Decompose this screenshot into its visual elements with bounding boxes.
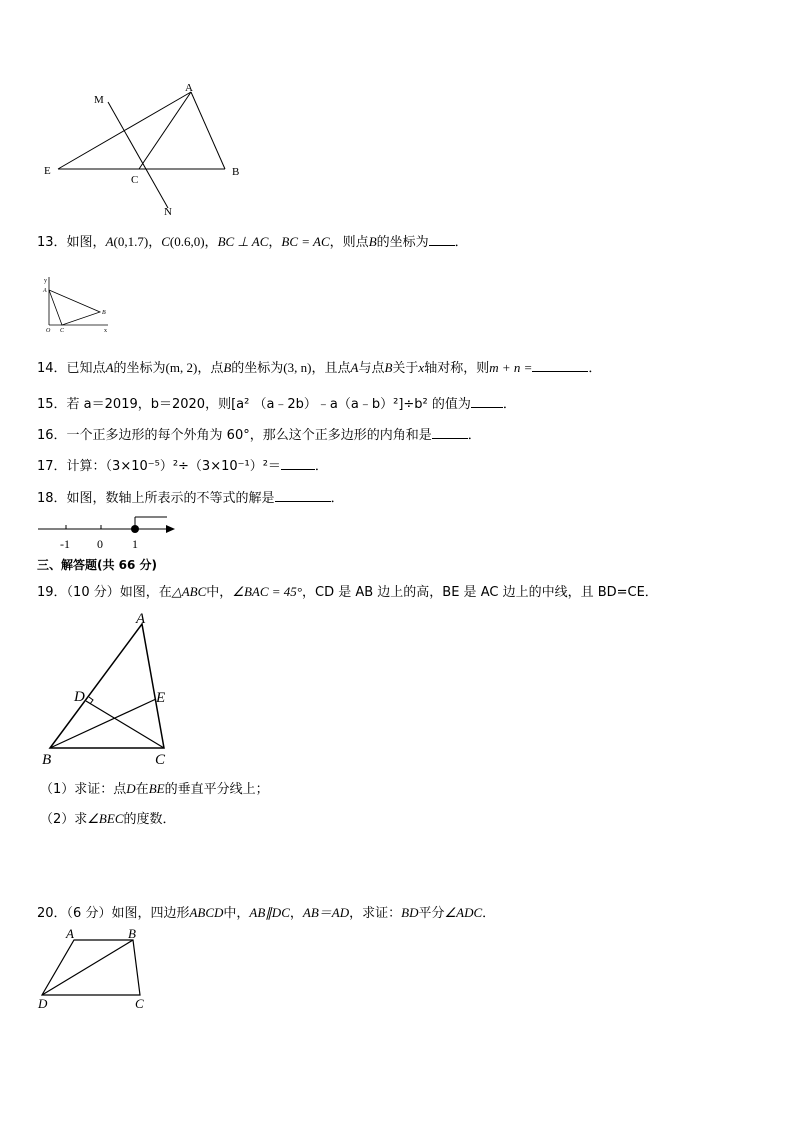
- answer-blank[interactable]: [432, 426, 468, 439]
- figure-q12: [40, 80, 250, 220]
- question-19-part-1: （1）求证：点D在BE的垂直平分线上；: [40, 781, 269, 797]
- question-18: 18．如图，数轴上所表示的不等式的解是 ．: [37, 491, 344, 506]
- tick-label: 1: [132, 537, 138, 551]
- question-19-part-2: （2）求∠BEC的度数．: [40, 811, 176, 827]
- question-15: 15．若 a＝2019，b＝2020，则[a² （a﹣2b）﹣a（a﹣b）²]÷b² 的值为 ．: [37, 397, 516, 412]
- label-E: E: [44, 165, 51, 177]
- figure-q19: [38, 612, 188, 772]
- question-14: 14．已知点A的坐标为(m, 2)，点B的坐标为(3, n)，且点A与点B关于x轴对称，则m + n = ．: [37, 360, 602, 376]
- label-B: B: [128, 926, 136, 941]
- label-M: M: [94, 94, 104, 106]
- label-A: A: [136, 612, 146, 627]
- number-line-q18: [35, 512, 185, 552]
- figure-q20: [34, 926, 159, 1016]
- question-17: 17．计算：（3×10⁻⁵）²÷（3×10⁻¹）²＝ ．: [37, 459, 328, 474]
- question-19: 19．（10 分）如图，在△ABC中，∠BAC = 45°，CD 是 AB 边上的高，BE 是 AC 边上的中线，且 BD=CE．: [37, 584, 658, 600]
- label-O: O: [46, 328, 51, 334]
- label-D: D: [74, 689, 85, 705]
- figure-q13: [40, 275, 115, 335]
- label-A: A: [43, 288, 47, 294]
- answer-blank[interactable]: [429, 233, 455, 246]
- label-B: B: [232, 166, 240, 178]
- tick-label: 0: [97, 537, 103, 551]
- label-D: D: [38, 996, 48, 1011]
- axis-y: y: [44, 278, 47, 284]
- label-B: B: [42, 752, 52, 768]
- label-B: B: [102, 310, 106, 316]
- label-A: A: [66, 926, 74, 941]
- axis-x: x: [104, 328, 107, 334]
- answer-blank[interactable]: [281, 457, 315, 470]
- tick-label: -1: [60, 537, 70, 551]
- label-C: C: [155, 752, 166, 768]
- label-A: A: [185, 82, 193, 94]
- answer-blank[interactable]: [532, 359, 588, 372]
- question-16: 16．一个正多边形的每个外角为 60°，那么这个正多边形的内角和是 ．: [37, 428, 481, 443]
- answer-blank[interactable]: [275, 489, 331, 502]
- label-N: N: [164, 206, 172, 218]
- label-E: E: [156, 690, 166, 706]
- question-20: 20．（6 分）如图，四边形ABCD中，AB∥DC，AB＝AD，求证：BD平分∠ADC．: [37, 905, 496, 921]
- label-C: C: [135, 996, 144, 1011]
- question-13: 13．如图，A(0,1.7)，C(0.6,0)，BC ⊥ AC，BC = AC，则点B的坐标为 ．: [37, 234, 468, 250]
- answer-blank[interactable]: [471, 395, 503, 408]
- label-C: C: [131, 174, 139, 186]
- label-C: C: [60, 328, 65, 334]
- section-title: 三、解答题(共 66 分): [37, 558, 158, 572]
